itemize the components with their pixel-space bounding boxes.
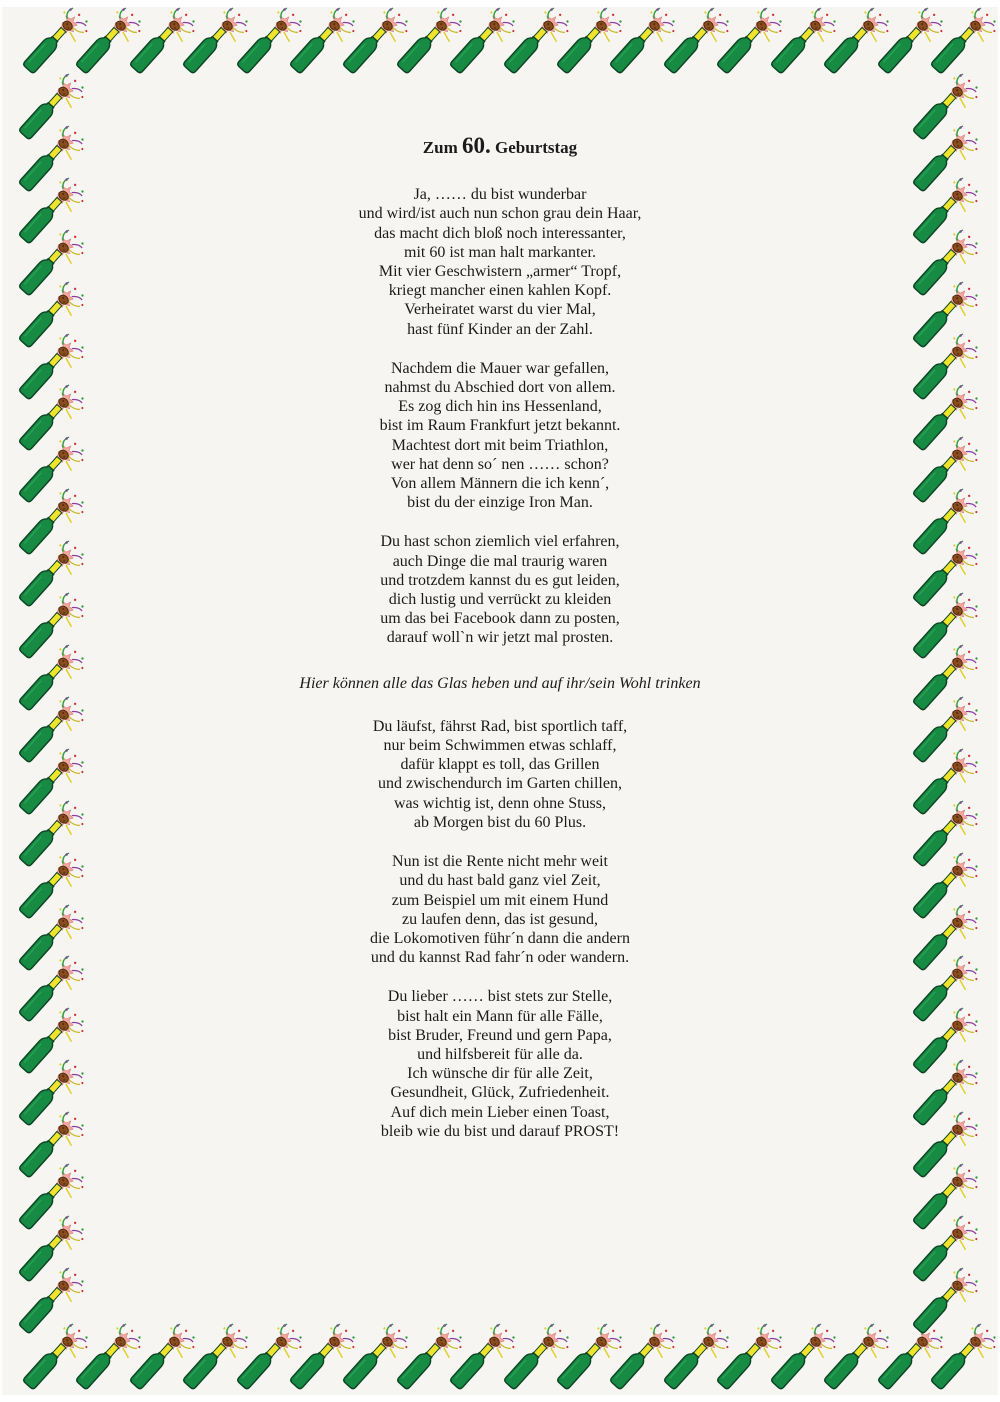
poem-line: das macht dich bloß noch interessanter, bbox=[374, 224, 626, 242]
poem-line: Du lieber …… bist stets zur Stelle, bbox=[387, 988, 613, 1006]
poem-line: bist Bruder, Freund und gern Papa, bbox=[388, 1026, 612, 1044]
page-title bbox=[0, 133, 1000, 158]
stanza-1 bbox=[0, 185, 1000, 339]
poem-line: zu laufen denn, das ist gesund, bbox=[402, 910, 598, 928]
poem-line: darauf woll`n wir jetzt mal prosten. bbox=[386, 629, 614, 647]
poem-line: bleib wie du bist und darauf PROST! bbox=[380, 1122, 620, 1140]
poem-line: und du hast bald ganz viel Zeit, bbox=[399, 872, 601, 890]
poem-line: Ich wünsche dir für alle Zeit, bbox=[407, 1065, 593, 1083]
poem-line: wer hat denn so´ nen …… schon? bbox=[391, 455, 609, 473]
poem-line: die Lokomotiven führ´n dann die andern bbox=[370, 929, 630, 947]
title-suffix: Geburtstag bbox=[495, 138, 578, 157]
poem-line: nahmst du Abschied dort von allem. bbox=[384, 379, 616, 397]
poem-line: und du kannst Rad fahr´n oder wandern. bbox=[370, 949, 630, 967]
poem-line: Von allem Männern die ich kenn´, bbox=[390, 475, 610, 493]
stanza-2 bbox=[0, 359, 1000, 513]
poem-line: bist halt ein Mann für alle Fälle, bbox=[397, 1007, 603, 1025]
poem-line: auch Dinge die mal traurig waren bbox=[392, 552, 608, 570]
poem-line: und trotzdem kannst du es gut leiden, bbox=[380, 571, 620, 589]
poem-line: Auf dich mein Lieber einen Toast, bbox=[390, 1103, 610, 1121]
poem-line: Verheiratet warst du vier Mal, bbox=[404, 301, 596, 319]
stanza-6 bbox=[0, 987, 1000, 1141]
poem-line: Nachdem die Mauer war gefallen, bbox=[390, 359, 610, 377]
poem-line: Du läufst, fährst Rad, bist sportlich taff, bbox=[372, 717, 628, 735]
poem-line: zum Beispiel um mit einem Hund bbox=[391, 891, 609, 909]
poem-line: und zwischendurch im Garten chillen, bbox=[378, 775, 622, 793]
title-number: 60. bbox=[462, 133, 491, 158]
toast-instruction: Hier können alle das Glas heben und auf ihr/sein Wohl trinken bbox=[299, 674, 701, 692]
poem-line: und hilfsbereit für alle da. bbox=[417, 1045, 583, 1063]
poem-line: mit 60 ist man halt markanter. bbox=[404, 243, 596, 261]
stanza-5 bbox=[0, 852, 1000, 967]
stanza-3 bbox=[0, 532, 1000, 647]
poem-line: kriegt mancher einen kahlen Kopf. bbox=[388, 282, 612, 300]
poem-line: Es zog dich hin ins Hessenland, bbox=[398, 398, 602, 416]
poem-line: dafür klappt es toll, das Grillen bbox=[400, 756, 600, 774]
poem-line: Du hast schon ziemlich viel erfahren, bbox=[380, 533, 620, 551]
poem-line: Gesundheit, Glück, Zufriedenheit. bbox=[390, 1084, 610, 1102]
poem-line: bist im Raum Frankfurt jetzt bekannt. bbox=[379, 417, 621, 435]
poem-line: Nun ist die Rente nicht mehr weit bbox=[392, 853, 608, 871]
poem-line: nur beim Schwimmen etwas schlaff, bbox=[383, 737, 617, 755]
poem-line: dich lustig und verrückt zu kleiden bbox=[388, 591, 612, 609]
stanza-4 bbox=[0, 717, 1000, 832]
poem-line: Machtest dort mit beim Triathlon, bbox=[391, 436, 609, 454]
poem-line: um das bei Facebook dann zu posten, bbox=[380, 610, 620, 628]
poem-line: Ja, …… du bist wunderbar bbox=[413, 186, 587, 204]
poem-line: und wird/ist auch nun schon grau dein Haar, bbox=[358, 205, 642, 223]
poem-line: bist du der einzige Iron Man. bbox=[407, 494, 593, 512]
poem-line: Mit vier Geschwistern „armer“ Tropf, bbox=[378, 263, 622, 281]
poem-line: was wichtig ist, denn ohne Stuss, bbox=[394, 794, 606, 812]
title-prefix: Zum bbox=[422, 138, 458, 157]
poem-line: ab Morgen bist du 60 Plus. bbox=[413, 813, 587, 831]
poem-line: hast fünf Kinder an der Zahl. bbox=[407, 320, 593, 338]
